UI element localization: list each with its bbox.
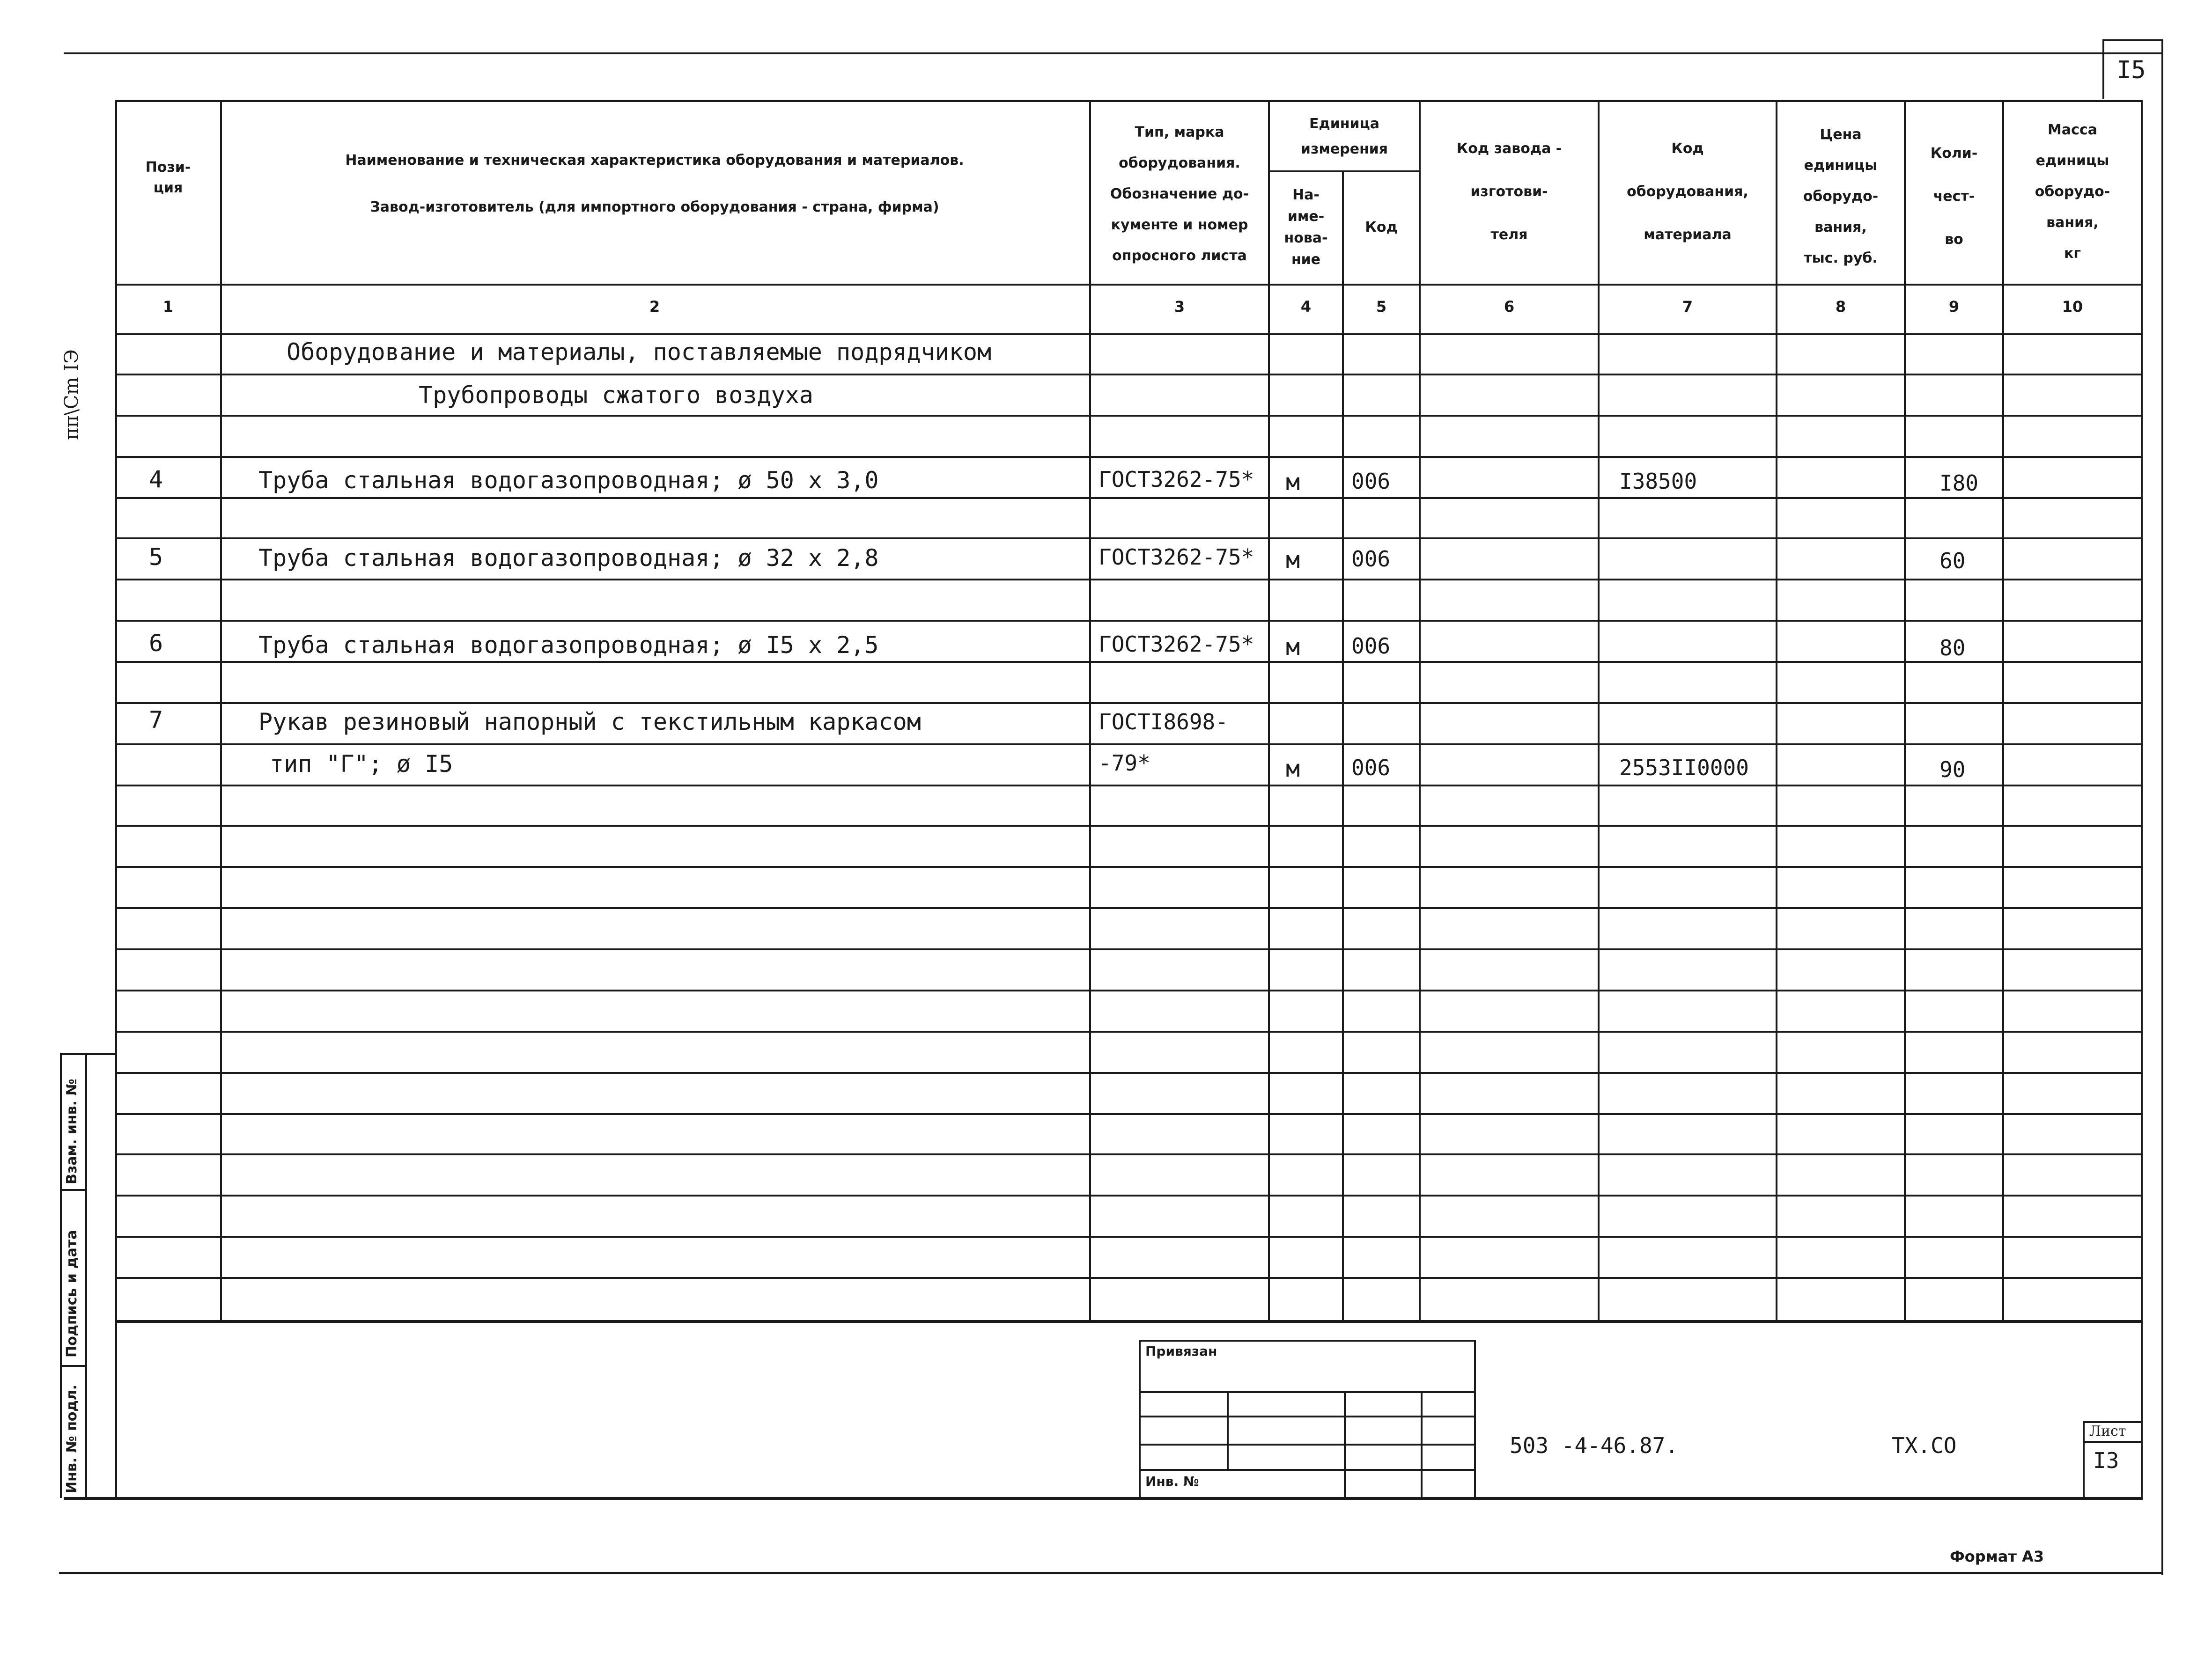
stamp-privyazan-label: Привязан xyxy=(1145,1343,1217,1359)
side-column-divider xyxy=(60,1365,87,1367)
row-line xyxy=(115,456,2143,458)
row-material-code: I38500 xyxy=(1619,469,1697,494)
row-line xyxy=(115,825,2143,827)
row-name: Труба стальная водогазопроводная; ø 32 х 2,8 xyxy=(258,544,879,572)
row-unit: м xyxy=(1286,633,1300,661)
row-line xyxy=(115,990,2143,991)
row-quantity: 60 xyxy=(1939,548,1966,573)
list-number: I3 xyxy=(2093,1448,2119,1473)
side-column-mid-line xyxy=(85,1053,87,1498)
header-factory-code: Код завода - изготови- теля xyxy=(1456,140,1562,243)
row-line xyxy=(115,1031,2143,1033)
subsection-title: Трубопроводы сжатого воздуха xyxy=(419,382,813,409)
col-line-4 xyxy=(1342,171,1344,1322)
row-line xyxy=(115,1113,2143,1115)
row-line xyxy=(115,1236,2143,1238)
top-border-line xyxy=(64,52,2163,54)
row-position: 7 xyxy=(149,706,163,734)
row-doc: ГОСТ3262-75* xyxy=(1099,544,1254,570)
row-name: Труба стальная водогазопроводная; ø 50 х 3,0 xyxy=(258,467,879,494)
row-line xyxy=(115,620,2143,622)
number-row-bottom-line xyxy=(115,333,2143,335)
side-label-podpis: Подпись и дата xyxy=(64,1230,80,1358)
row-line xyxy=(115,661,2143,663)
side-column-left-line xyxy=(60,1053,62,1498)
row-line xyxy=(115,866,2143,868)
row-line xyxy=(115,1277,2143,1279)
document-section: ТХ.СО xyxy=(1892,1433,1957,1458)
row-unit-code: 006 xyxy=(1351,469,1391,494)
stamp-grid-vline xyxy=(1344,1391,1346,1499)
row-position: 5 xyxy=(149,543,163,571)
unit-group-subline xyxy=(1268,170,1421,172)
row-unit: м xyxy=(1286,546,1300,573)
row-line xyxy=(115,415,2143,417)
side-column-divider xyxy=(60,1189,87,1191)
stamp-grid-vline xyxy=(1227,1391,1229,1469)
col-number: 3 xyxy=(1174,298,1185,316)
header-mass: Масса единицы оборудо- вания, кг xyxy=(2035,122,2110,262)
sheet-number-box-left xyxy=(2102,39,2104,99)
row-position: 6 xyxy=(149,630,163,657)
row-unit-code: 006 xyxy=(1351,546,1391,572)
header-unit-group: Единица измерения xyxy=(1300,116,1388,157)
right-border-line xyxy=(2161,39,2163,1575)
header-quantity: Коли- чест- во xyxy=(1930,145,1978,248)
section-title: Оборудование и материалы, поставляемые подрядчиком xyxy=(287,338,992,366)
col-number: 4 xyxy=(1300,298,1312,316)
stamp-grid-line xyxy=(1139,1391,1476,1393)
col-number: 10 xyxy=(2062,298,2083,316)
header-position: Пози- ция xyxy=(145,159,191,196)
row-unit-code: 006 xyxy=(1351,755,1391,780)
row-line xyxy=(115,374,2143,375)
header-name-line1: Наименование и техническая характеристика оборудования и материалов. xyxy=(345,152,964,169)
side-note: ππ\Cm IЭ xyxy=(61,349,82,440)
col-number: 6 xyxy=(1504,298,1515,316)
row-unit: м xyxy=(1286,469,1300,496)
header-unit-name: На- име- нова- ние xyxy=(1284,187,1328,268)
header-material-code: Код оборудования, материала xyxy=(1627,140,1748,243)
row-line xyxy=(115,743,2143,745)
col-number: 5 xyxy=(1376,298,1387,316)
row-position: 4 xyxy=(149,466,163,493)
row-line xyxy=(115,497,2143,499)
row-line xyxy=(115,537,2143,539)
row-line xyxy=(115,1153,2143,1155)
header-price: Цена единицы оборудо- вания, тыс. руб. xyxy=(1803,126,1879,266)
row-material-code: 2553II0000 xyxy=(1619,755,1749,780)
header-doc: Тип, марка оборудования. Обозначение до- кументе и номер опросного листа xyxy=(1110,124,1249,264)
col-number: 9 xyxy=(1948,298,1960,316)
row-line xyxy=(115,785,2143,786)
sheet-number: I5 xyxy=(2116,56,2146,84)
row-unit: м xyxy=(1286,755,1300,782)
row-doc-continued: -79* xyxy=(1099,750,1150,776)
list-box-divider xyxy=(2083,1441,2143,1443)
table-body-bottom-line xyxy=(115,1320,2143,1323)
side-label-inv-podl: Инв. № подл. xyxy=(64,1384,80,1493)
stamp-grid-line xyxy=(1139,1444,1476,1446)
stamp-inv-no-label: Инв. № xyxy=(1145,1474,1199,1489)
row-doc: ГОСТI8698- xyxy=(1099,709,1228,734)
list-label: Лист xyxy=(2089,1423,2126,1439)
col-number: 1 xyxy=(162,298,174,316)
format-label: Формат А3 xyxy=(1950,1548,2044,1565)
col-number: 8 xyxy=(1835,298,1846,316)
sheet-number-box-top xyxy=(2102,39,2163,41)
header-bottom-line xyxy=(115,284,2143,286)
table-top-line xyxy=(115,100,2143,102)
row-line xyxy=(115,579,2143,580)
row-name: Рукав резиновый напорный с текстильным каркасом xyxy=(258,708,921,735)
row-quantity: 80 xyxy=(1939,635,1966,661)
row-quantity: I80 xyxy=(1939,470,1979,496)
stamp-grid-line xyxy=(1139,1469,1476,1471)
row-unit-code: 006 xyxy=(1351,633,1391,659)
stamp-right-line xyxy=(1474,1340,1476,1499)
col-number: 7 xyxy=(1682,298,1693,316)
row-quantity: 90 xyxy=(1939,757,1966,782)
row-line xyxy=(115,702,2143,704)
row-line xyxy=(115,907,2143,909)
row-line xyxy=(115,1072,2143,1074)
frame-bottom-line xyxy=(64,1497,2143,1500)
row-doc: ГОСТ3262-75* xyxy=(1099,467,1254,492)
side-label-vzam: Взам. инв. № xyxy=(64,1079,80,1184)
header-unit-code: Код xyxy=(1365,219,1398,235)
row-name: Труба стальная водогазопроводная; ø I5 х 2,5 xyxy=(258,631,879,659)
stamp-top-line xyxy=(1139,1340,1476,1342)
row-name-continued: тип "Г"; ø I5 xyxy=(270,750,453,778)
stamp-left-line xyxy=(1139,1340,1141,1499)
side-column-top-line xyxy=(60,1053,116,1055)
document-code: 503 -4-46.87. xyxy=(1510,1433,1679,1458)
stamp-grid-vline xyxy=(1421,1391,1423,1499)
table-right-line xyxy=(2141,100,2143,1500)
header-name-line2: Завод-изготовитель (для импортного оборудования - страна, фирма) xyxy=(370,199,939,215)
col-number: 2 xyxy=(649,298,660,316)
row-line xyxy=(115,948,2143,950)
stamp-grid-line xyxy=(1139,1416,1476,1417)
row-line xyxy=(115,1195,2143,1197)
list-box-left xyxy=(2083,1421,2085,1500)
bottom-border-line xyxy=(59,1572,2163,1574)
row-doc: ГОСТ3262-75* xyxy=(1099,631,1254,657)
